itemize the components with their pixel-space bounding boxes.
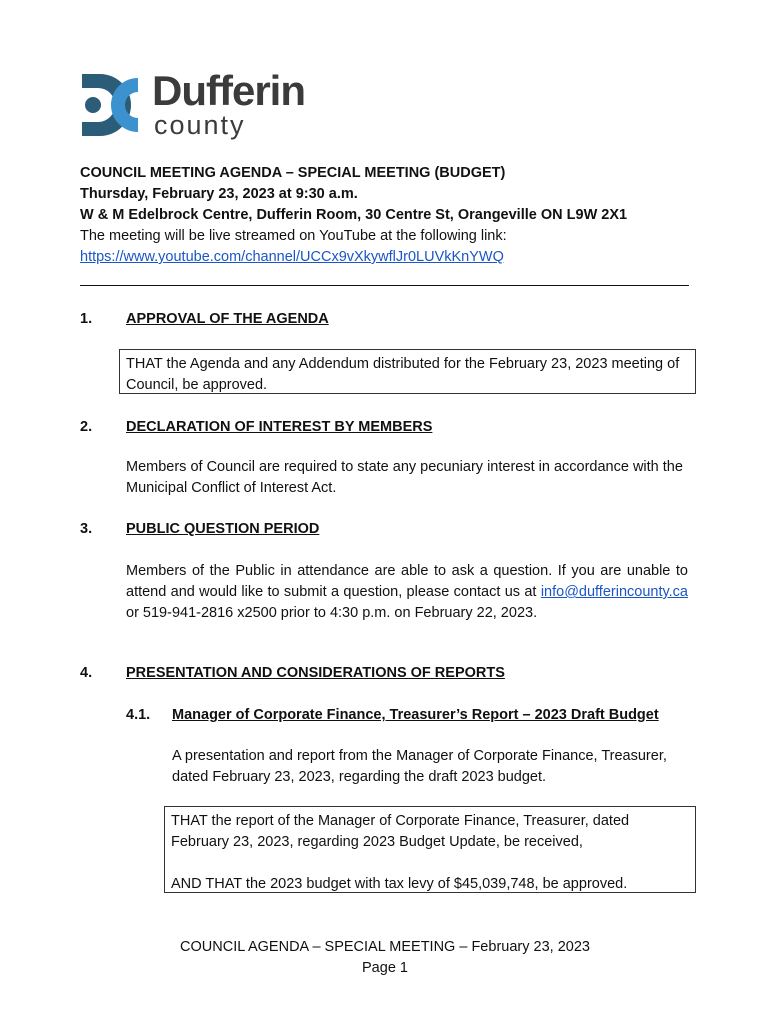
item-4-number: 4. bbox=[80, 665, 93, 681]
livestream-note: The meeting will be live streamed on YouTube at the following link: bbox=[80, 228, 507, 244]
item-4-1-text: A presentation and report from the Manager of Corporate Finance, Treasurer, dated February 23, 2023, regarding the draft 2023 budget. bbox=[172, 748, 667, 785]
item-2-text: Members of Council are required to state any pecuniary interest in accordance with the Municipal Conflict of Interest Act. bbox=[126, 459, 683, 496]
header-divider bbox=[80, 285, 689, 286]
email-link[interactable]: info@dufferincounty.ca bbox=[540, 584, 689, 600]
item-4-1-motion-1: THAT the report of the Manager of Corporate Finance, Treasurer, dated February 23, 2023, regarding 2023 Budget Update, be received, bbox=[171, 813, 630, 850]
item-1-number: 1. bbox=[80, 311, 93, 327]
page-footer bbox=[0, 937, 770, 979]
logo-subtitle: county bbox=[154, 110, 246, 140]
item-1-motion: THAT the Agenda and any Addendum distributed for the February 23, 2023 meeting of Council, be approved. bbox=[126, 356, 680, 393]
item-4-heading: PRESENTATION AND CONSIDERATIONS OF REPORTS bbox=[126, 665, 505, 681]
dufferin-county-logo-icon bbox=[80, 72, 142, 138]
footer-title: COUNCIL AGENDA – SPECIAL MEETING – February 23, 2023 bbox=[180, 939, 590, 955]
item-4-1-motion-box bbox=[164, 806, 696, 893]
logo-wordmark: Dufferin bbox=[152, 67, 305, 114]
item-3-text-after: or 519-941-2816 x2500 prior to 4:30 p.m. on February 22, 2023. bbox=[126, 605, 538, 621]
item-1-motion-box bbox=[119, 349, 696, 394]
item-1-heading: APPROVAL OF THE AGENDA bbox=[126, 311, 329, 327]
meeting-date: Thursday, February 23, 2023 at 9:30 a.m. bbox=[80, 186, 358, 202]
item-4-1-heading: Manager of Corporate Finance, Treasurer’s Report – 2023 Draft Budget bbox=[172, 707, 659, 723]
dufferin-county-logo bbox=[80, 68, 340, 140]
item-2-number: 2. bbox=[80, 419, 93, 435]
item-4-1-number: 4.1. bbox=[126, 707, 151, 723]
youtube-link[interactable]: https://www.youtube.com/channel/UCCx9vXkywflJr0LUVkKnYWQ bbox=[80, 249, 504, 265]
page-number: Page 1 bbox=[362, 960, 408, 976]
agenda-title: COUNCIL MEETING AGENDA – SPECIAL MEETING (BUDGET) bbox=[80, 165, 506, 181]
item-3-heading: PUBLIC QUESTION PERIOD bbox=[126, 521, 320, 537]
meeting-header bbox=[80, 163, 700, 268]
meeting-location: W & M Edelbrock Centre, Dufferin Room, 30 Centre St, Orangeville ON L9W 2X1 bbox=[80, 207, 628, 223]
item-3-text bbox=[126, 561, 688, 624]
item-2-heading: DECLARATION OF INTEREST BY MEMBERS bbox=[126, 419, 433, 435]
item-3-number: 3. bbox=[80, 521, 93, 537]
item-4-1-motion-2: AND THAT the 2023 budget with tax levy of $45,039,748, be approved. bbox=[171, 876, 628, 892]
item-3-text-before: Members of the Public in attendance are able to ask a question. If you are unable to attend and would like to submit a question, please contact us at bbox=[126, 563, 688, 600]
